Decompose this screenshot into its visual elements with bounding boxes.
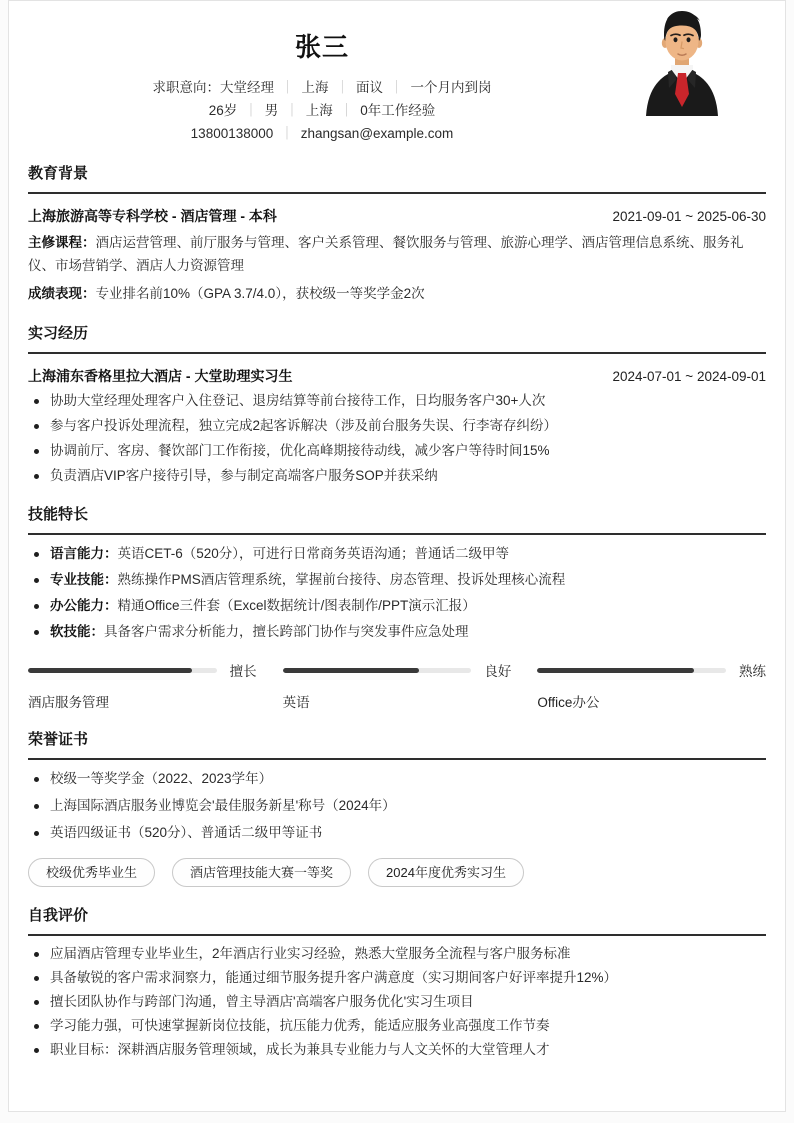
job-intent-line <box>28 76 616 99</box>
skills-bullet-list <box>28 544 766 642</box>
education-entry <box>28 207 766 226</box>
bullet-item <box>28 544 766 564</box>
bullet-item <box>28 1040 766 1060</box>
bar-name: Office办公 <box>537 695 600 710</box>
resume-card <box>8 0 786 1112</box>
bar-fill <box>28 668 192 673</box>
skill-desc: 英语CET-6（520分），可进行日常商务英语沟通；普通话二级甲等 <box>117 546 510 561</box>
company-position: 上海浦东香格里拉大酒店 - 大堂助理实习生 <box>28 368 293 384</box>
bar-row <box>537 660 766 680</box>
bullet-dot-icon <box>34 552 39 557</box>
bar-track <box>283 668 472 673</box>
bullet-text: 协调前厅、客房、餐饮部门工作衔接，优化高峰期接待动线，减少客户等待时间15% <box>50 443 550 458</box>
honors-bullet-list <box>28 769 766 843</box>
bullet-dot-icon <box>34 1048 39 1053</box>
candidate-name: 张三 <box>294 32 349 62</box>
grades-detail <box>28 282 766 305</box>
bullet-item <box>28 391 766 411</box>
self-evaluation-bullet-list <box>28 944 766 1060</box>
internship-title: 实习经历 <box>28 324 766 354</box>
bullet-item <box>28 416 766 436</box>
school-name: 上海旅游高等专科学校 - 酒店管理 - 本科 <box>28 208 277 224</box>
bar-name: 酒店服务管理 <box>28 695 109 710</box>
bullet-text: 上海国际酒店服务业博览会'最佳服务新星'称号（2024年） <box>50 798 396 813</box>
bullet-item <box>28 596 766 616</box>
skill-bars <box>28 660 766 711</box>
internship-date-range: 2024-07-01 ~ 2024-09-01 <box>612 369 766 384</box>
bullet-text: 擅长团队协作与跨部门沟通，曾主导酒店'高端客户服务优化'实习生项目 <box>50 994 474 1009</box>
separator: ｜ <box>390 80 404 95</box>
bullet-dot-icon <box>34 976 39 981</box>
bar-track <box>28 668 217 673</box>
separator: ｜ <box>244 103 258 118</box>
bullet-text <box>50 596 476 616</box>
separator: ｜ <box>339 103 354 118</box>
email-address: zhangsan@example.com <box>300 126 454 141</box>
bullet-text: 负责酒店VIP客户接待引导，参与制定高端客户服务SOP并获采纳 <box>50 468 438 483</box>
bullet-dot-icon <box>34 777 39 782</box>
job-intent: 求职意向：大堂经理 <box>152 80 274 95</box>
internship-entry <box>28 367 766 386</box>
bullet-item <box>28 570 766 590</box>
bullet-dot-icon <box>34 630 39 635</box>
bullet-text <box>50 570 565 590</box>
honor-tag: 酒店管理技能大赛一等奖 <box>172 858 351 887</box>
gender: 男 <box>264 103 279 118</box>
bullet-dot-icon <box>34 424 39 429</box>
bullet-text: 具备敏锐的客户需求洞察力，能通过细节服务提升客户满意度（实习期间客户好评率提升12%） <box>50 970 618 985</box>
section-self-evaluation <box>28 906 766 1060</box>
availability: 一个月内到岗 <box>410 80 492 95</box>
skill-label: 办公能力： <box>50 598 118 613</box>
grades-text: 专业排名前10%（GPA 3.7/4.0），获校级一等奖学金2次 <box>95 286 425 301</box>
courses-label: 主修课程： <box>28 235 96 250</box>
bullet-text <box>50 622 469 642</box>
bullet-dot-icon <box>34 1000 39 1005</box>
section-education <box>28 164 766 305</box>
separator: ｜ <box>335 80 349 95</box>
section-skills <box>28 505 766 711</box>
intent-city: 上海 <box>301 80 329 95</box>
avatar-illustration <box>638 4 726 116</box>
skill-label: 软技能： <box>50 624 104 639</box>
skills-title: 技能特长 <box>28 505 766 535</box>
phone-number: 13800138000 <box>190 126 274 141</box>
bar-fill <box>283 668 419 673</box>
honor-tag: 校级优秀毕业生 <box>28 858 155 887</box>
header-text <box>28 27 616 145</box>
salary-expectation: 面议 <box>356 80 383 95</box>
bullet-dot-icon <box>34 952 39 957</box>
bar-level: 熟练 <box>739 664 767 679</box>
honor-tag-list <box>28 858 766 887</box>
bullet-text: 协助大堂经理处理客户入住登记、退房结算等前台接待工作，日均服务客户30+人次 <box>50 393 546 408</box>
bullet-item <box>28 796 766 816</box>
bullet-text: 英语四级证书（520分）、普通话二级甲等证书 <box>50 825 323 840</box>
bullet-dot-icon <box>34 831 39 836</box>
grades-label: 成绩表现： <box>28 286 96 301</box>
self-evaluation-title: 自我评价 <box>28 906 766 936</box>
skill-desc: 精通Office三件套（Excel数据统计/图表制作/PPT演示汇报） <box>117 598 476 613</box>
section-honors <box>28 730 766 887</box>
bullet-dot-icon <box>34 449 39 454</box>
bar-row <box>28 660 257 680</box>
bullet-item <box>28 823 766 843</box>
bullet-item <box>28 1016 766 1036</box>
honors-title: 荣誉证书 <box>28 730 766 760</box>
bullet-dot-icon <box>34 399 39 404</box>
section-internship <box>28 324 766 486</box>
profile-photo <box>638 4 726 116</box>
internship-bullet-list <box>28 391 766 486</box>
bullet-dot-icon <box>34 474 39 479</box>
bullet-text: 参与客户投诉处理流程，独立完成2起客诉解决（涉及前台服务失误、行李寄存纠纷） <box>50 418 558 433</box>
bullet-item <box>28 944 766 964</box>
bullet-item <box>28 622 766 642</box>
skill-desc: 具备客户需求分析能力，擅长跨部门协作与突发事件应急处理 <box>104 624 469 639</box>
header <box>28 1 766 145</box>
bullet-text: 职业目标：深耕酒店服务管理领域，成长为兼具专业能力与人文关怀的大堂管理人才 <box>50 1042 550 1057</box>
honor-tag: 2024年度优秀实习生 <box>368 858 524 887</box>
bullet-text <box>50 544 509 564</box>
separator: ｜ <box>280 126 294 141</box>
contact-line <box>28 122 616 145</box>
bullet-item <box>28 992 766 1012</box>
separator: ｜ <box>281 80 295 95</box>
skill-bar <box>537 660 766 711</box>
bullet-dot-icon <box>34 578 39 583</box>
bullet-item <box>28 968 766 988</box>
bar-level: 良好 <box>484 664 512 679</box>
bullet-dot-icon <box>34 1024 39 1029</box>
bullet-text: 应届酒店管理专业毕业生，2年酒店行业实习经验，熟悉大堂服务全流程与客户服务标准 <box>50 946 571 961</box>
education-title: 教育背景 <box>28 164 766 194</box>
basic-info-line <box>28 99 616 122</box>
skill-desc: 熟练操作PMS酒店管理系统，掌握前台接待、房态管理、投诉处理核心流程 <box>117 572 566 587</box>
bar-row <box>283 660 512 680</box>
bullet-text: 校级一等奖学金（2022、2023学年） <box>50 771 273 786</box>
skill-label: 语言能力： <box>50 546 118 561</box>
location: 上海 <box>305 103 333 118</box>
experience-years: 0年工作经验 <box>360 103 436 118</box>
skill-label: 专业技能： <box>50 572 118 587</box>
bullet-text: 学习能力强，可快速掌握新岗位技能，抗压能力优秀，能适应服务业高强度工作节奏 <box>50 1018 550 1033</box>
bar-fill <box>537 668 694 673</box>
skill-bar <box>28 660 257 711</box>
courses-detail <box>28 231 766 277</box>
bar-track <box>537 668 726 673</box>
courses-text: 酒店运营管理、前厅服务与管理、客户关系管理、餐饮服务与管理、旅游心理学、酒店管理信息系统、服务礼仪、市场营销学、酒店人力资源管理 <box>28 235 744 273</box>
education-date-range: 2021-09-01 ~ 2025-06-30 <box>612 209 766 224</box>
bar-name: 英语 <box>282 695 310 710</box>
bullet-item <box>28 769 766 789</box>
bullet-item <box>28 466 766 486</box>
bullet-dot-icon <box>34 804 39 809</box>
bullet-item <box>28 441 766 461</box>
skill-bar <box>283 660 512 711</box>
separator: ｜ <box>285 103 299 118</box>
bullet-dot-icon <box>34 604 39 609</box>
bar-level: 擅长 <box>229 664 257 679</box>
age: 26岁 <box>208 103 238 118</box>
